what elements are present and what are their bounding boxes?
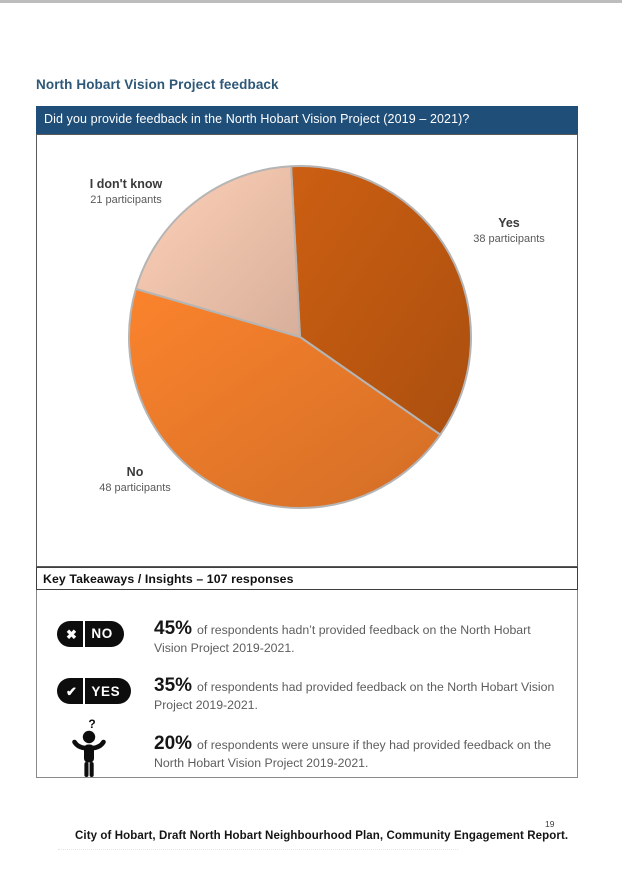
pie-label-name: I don't know <box>89 177 163 191</box>
question-mark: ? <box>88 716 96 731</box>
pie-label-no <box>99 465 171 494</box>
pie-label-sublabel: 48 participants <box>99 482 171 494</box>
pie-label-i-dont-know <box>90 177 162 206</box>
yes-badge <box>57 678 131 704</box>
x-icon: ✖ <box>66 626 77 642</box>
takeaway-text <box>154 619 571 657</box>
icon-column <box>57 676 154 704</box>
check-icon: ✔ <box>66 683 77 699</box>
question-bar: Did you provide feedback in the North Hobart Vision Project (2019 – 2021)? <box>36 106 578 134</box>
pie-label-sublabel: 21 participants <box>90 194 162 206</box>
pie-label-yes <box>473 216 545 245</box>
takeaways-heading: Key Takeaways / Insights – 107 responses <box>36 567 578 590</box>
unsure-person-icon <box>64 717 114 785</box>
pie-label-sublabel: 38 participants <box>473 233 545 245</box>
page-number: 19 <box>545 819 555 829</box>
percentage: 45% <box>154 618 193 639</box>
percentage: 35% <box>154 675 193 697</box>
takeaway-text <box>154 734 571 772</box>
footer-text: City of Hobart, Draft North Hobart Neighbourhood Plan, Community Engagement Report. <box>75 830 569 842</box>
pie-label-name: Yes <box>498 216 520 230</box>
takeaways-box <box>36 590 578 778</box>
takeaway-body: of respondents had provided feedback on the North Hobart Vision Project 2019-2021. <box>154 680 555 713</box>
icon-column <box>57 619 154 647</box>
takeaway-row-no <box>57 619 571 657</box>
takeaway-body: of respondents hadn’t provided feedback on the North Hobart Vision Project 2019-2021. <box>154 623 531 655</box>
chart-area <box>36 134 578 567</box>
takeaway-row-yes <box>57 676 571 714</box>
takeaway-row-unsure <box>57 716 571 790</box>
badge-label: NO <box>91 626 113 642</box>
percentage: 20% <box>154 732 193 754</box>
no-badge <box>57 621 124 647</box>
pie-label-name: No <box>126 465 144 479</box>
page-bottom-edge <box>58 849 458 850</box>
takeaway-text <box>154 676 571 714</box>
icon-column <box>57 716 154 790</box>
badge-label: YES <box>91 683 121 699</box>
page-title: North Hobart Vision Project feedback <box>36 77 279 92</box>
takeaway-body: of respondents were unsure if they had provided feedback on the North Hobart Vision Project 2019-2021. <box>154 737 552 770</box>
